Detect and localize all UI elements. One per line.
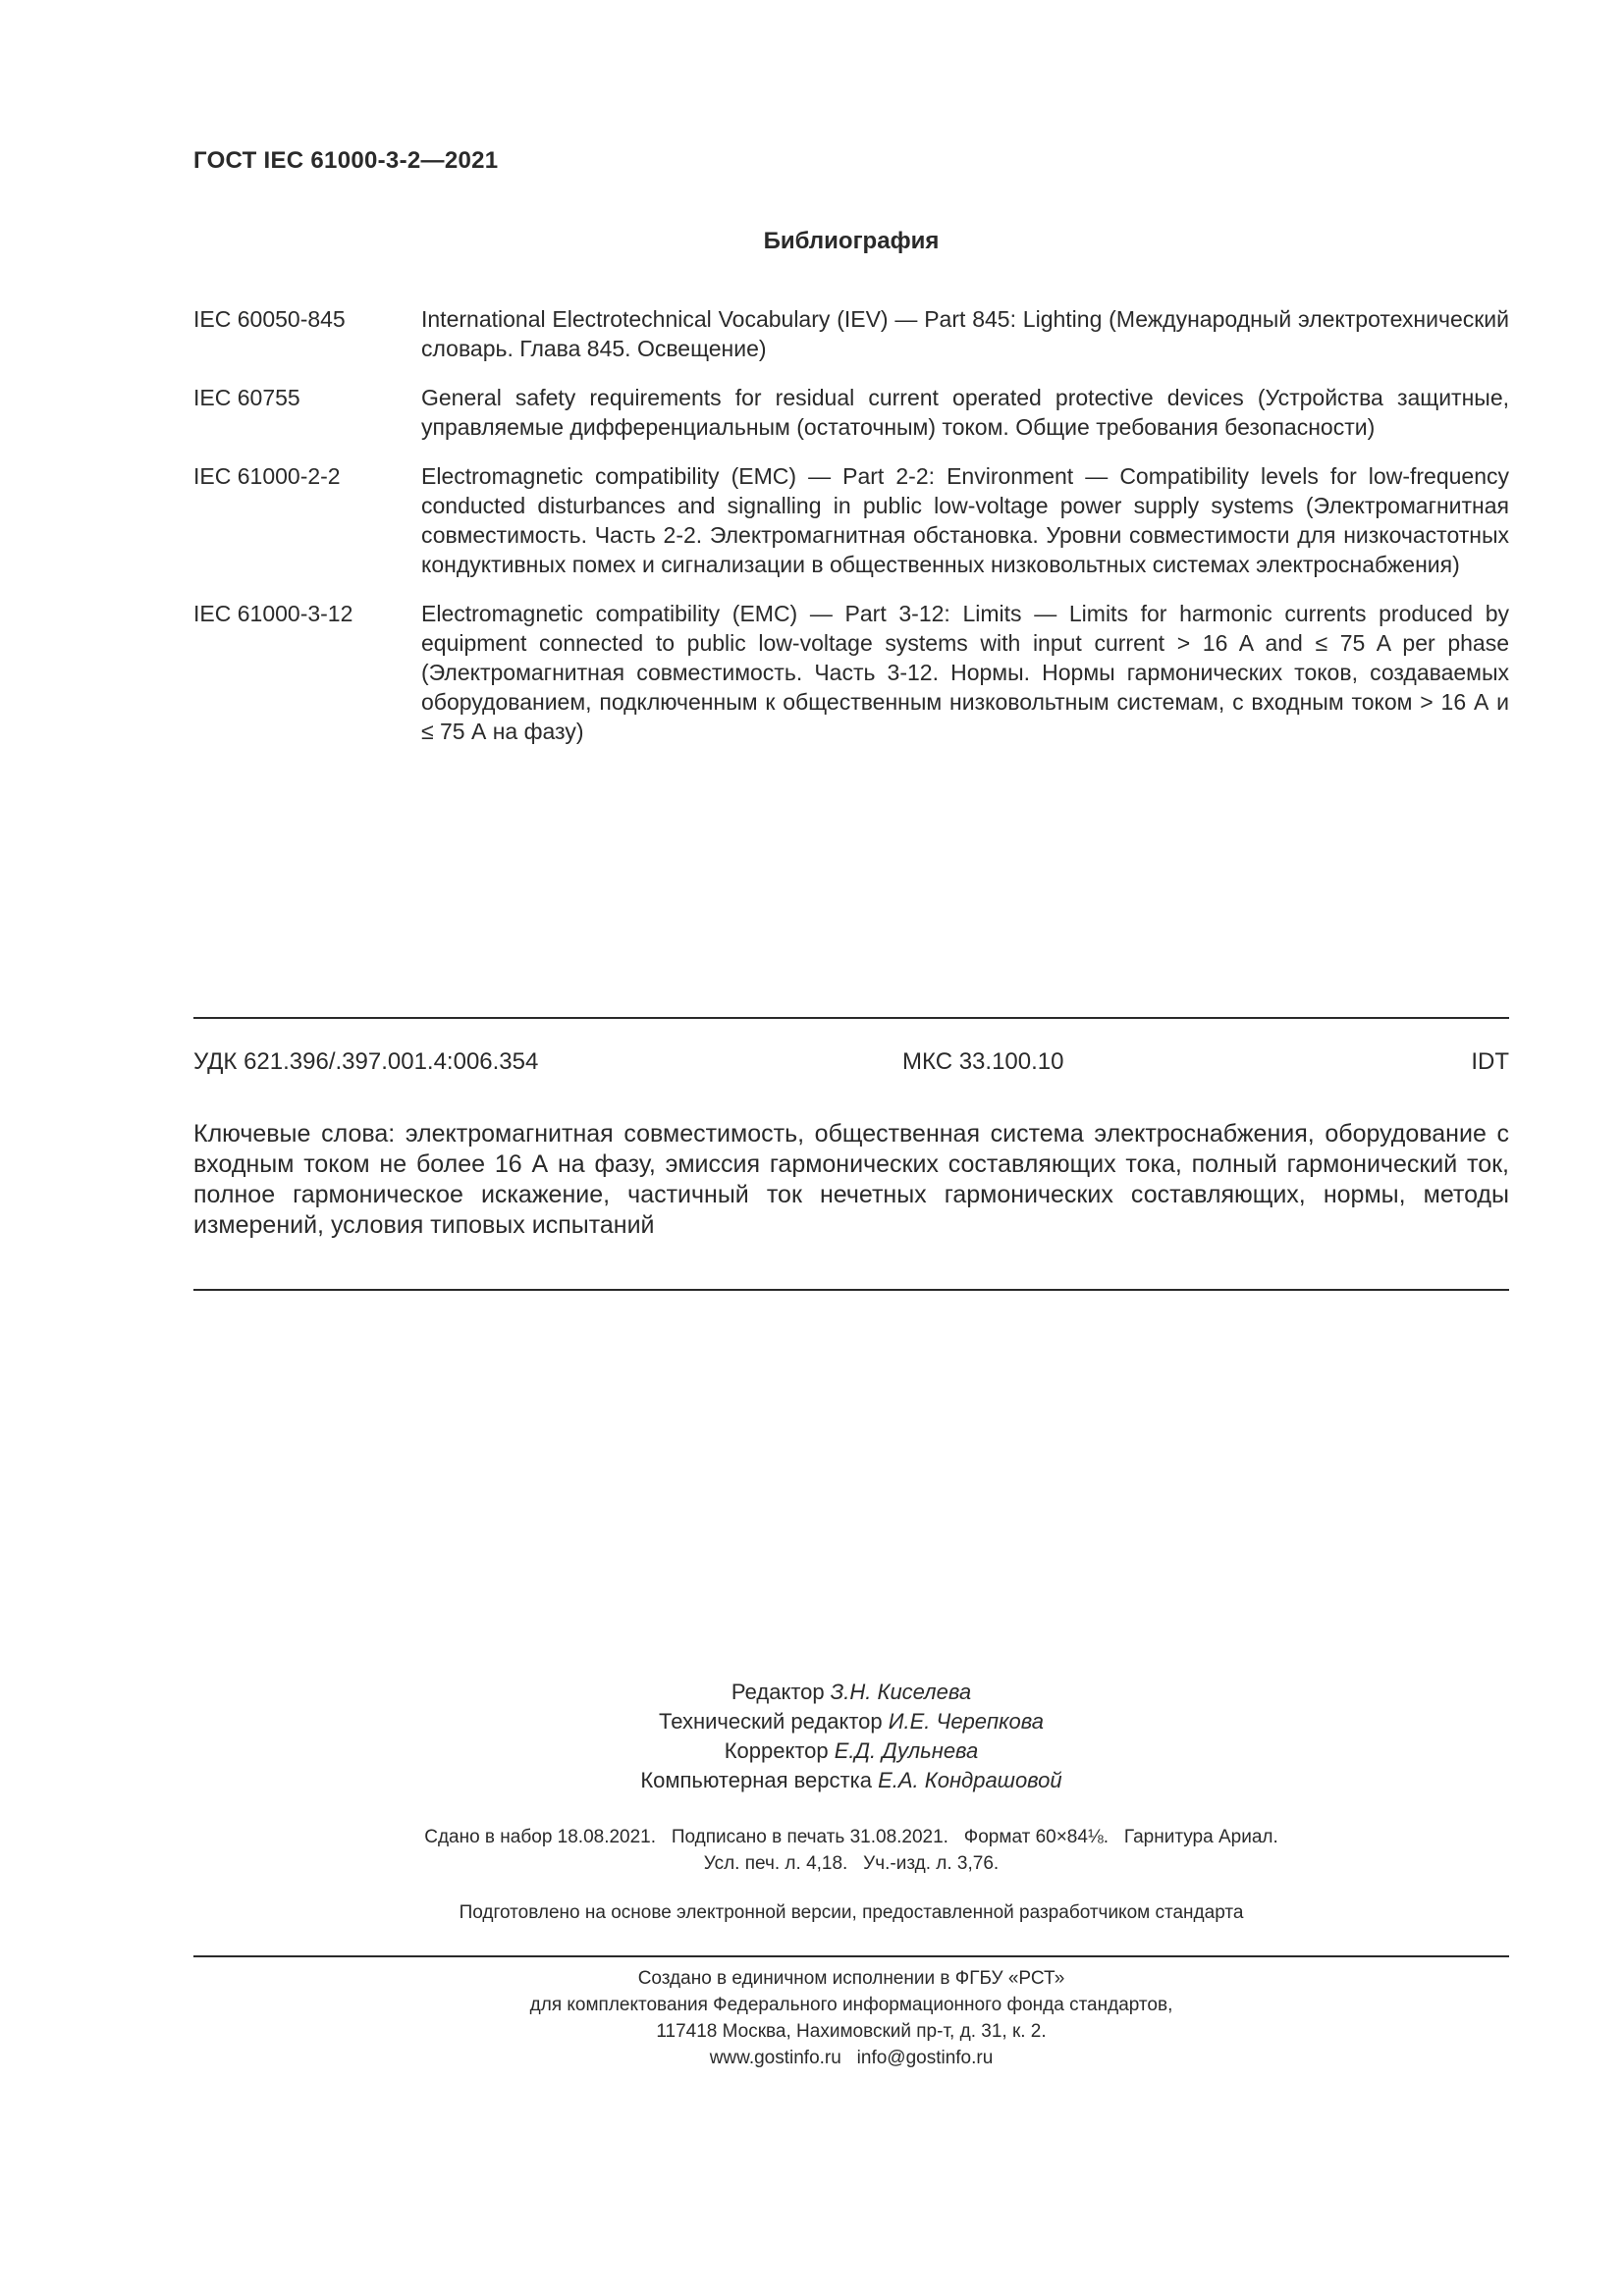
bibliography-entry: [193, 304, 1509, 363]
credit-name: Е.А. Кондрашовой: [878, 1768, 1062, 1792]
imprint-line: 117418 Москва, Нахимовский пр-т, д. 31, к. 2.: [656, 2021, 1047, 2042]
credit-line: [0, 1678, 1624, 1707]
credit-line: [0, 1707, 1624, 1736]
imprint-line: для комплектования Федерального информационного фонда стандартов,: [529, 1995, 1173, 2015]
prepared-note: Подготовлено на основе электронной версии, предоставленной разработчиком стандарта: [459, 1902, 1244, 1923]
imprint-block: [0, 1965, 1624, 2071]
imprint-line: www.gostinfo.ru info@gostinfo.ru: [709, 2048, 994, 2068]
credits-block: [0, 1678, 1624, 1795]
bibliography-list: [193, 304, 1509, 766]
bibliography-entry-text: International Electrotechnical Vocabulary (IEV) — Part 845: Lighting (Международный электротехнический словарь. Глава 845. Освещение): [421, 306, 1509, 361]
bibliography-entry: [193, 383, 1509, 442]
udk-code: УДК 621.396/.397.001.4:006.354: [193, 1048, 539, 1075]
imprint-line: Создано в единичном исполнении в ФГБУ «РСТ»: [637, 1968, 1065, 1989]
divider-top: [193, 1017, 1509, 1019]
credit-line: [0, 1766, 1624, 1795]
credit-role: Редактор: [731, 1680, 825, 1704]
keywords-paragraph: Ключевые слова: электромагнитная совместимость, общественная система электроснабжения, оборудование с входным током не более 16 А на фазу, эмиссия гармонических составляющих тока, полный гармонический ток, полное гармоническое искажение, частичный ток нечетных гармонических составляющих, нормы, методы измерений, условия типовых испытаний: [193, 1120, 1509, 1239]
bibliography-entry-text: Electromagnetic compatibility (EMC) — Part 3-12: Limits — Limits for harmonic currents produced by equipment connected to public low-voltage systems with input current > 16 A and ≤ 75 A per phase (Электромагнитная совместимость. Часть 3-12. Нормы. Нормы гармонических токов, создаваемых оборудованием, подключенным к общественным низковольтным системам, с входным током > 16 А и ≤ 75 А на фазу): [421, 601, 1509, 744]
bibliography-entry-code: IEC 61000-2-2: [193, 463, 341, 489]
document-code: ГОСТ IEC 61000-3-2—2021: [193, 147, 499, 174]
divider-middle: [193, 1289, 1509, 1291]
bibliography-entry-code: IEC 61000-3-12: [193, 601, 353, 626]
divider-bottom: [193, 1955, 1509, 1957]
bibliography-entry-text: General safety requirements for residual current operated protective devices (Устройства защитные, управляемые дифференциальным (остаточным) током. Общие требования безопасности): [421, 385, 1509, 440]
idt-label: IDT: [1471, 1048, 1509, 1075]
print-info: [0, 1824, 1624, 1877]
bibliography-entry-code: IEC 60755: [193, 385, 300, 410]
bibliography-entry-text: Electromagnetic compatibility (EMC) — Part 2-2: Environment — Compatibility levels for low-frequency conducted disturbances and signalling in public low-voltage power supply systems (Электромагнитная совместимость. Часть 2-2. Электромагнитная обстановка. Уровни совместимости для низкочастотных кондуктивных помех и сигнализации в общественных низковольтных системах электроснабжения): [421, 463, 1509, 577]
bibliography-title: Библиография: [763, 228, 940, 254]
credit-role: Технический редактор: [659, 1709, 883, 1734]
bibliography-entry: [193, 599, 1509, 746]
credit-name: З.Н. Киселева: [830, 1680, 972, 1704]
mks-code: МКС 33.100.10: [902, 1048, 1064, 1075]
print-info-line: Усл. печ. л. 4,18. Уч.-изд. л. 3,76.: [703, 1853, 1000, 1874]
bibliography-entry: [193, 461, 1509, 579]
bibliography-entry-code: IEC 60050-845: [193, 306, 346, 332]
credit-name: Е.Д. Дульнева: [834, 1738, 979, 1763]
credit-line: [0, 1736, 1624, 1766]
credit-role: Корректор: [724, 1738, 829, 1763]
credit-role: Компьютерная верстка: [640, 1768, 872, 1792]
credit-name: И.Е. Черепкова: [888, 1709, 1044, 1734]
print-info-line: Сдано в набор 18.08.2021. Подписано в печать 31.08.2021. Формат 60×84⅛. Гарнитура Ариал.: [424, 1827, 1278, 1847]
